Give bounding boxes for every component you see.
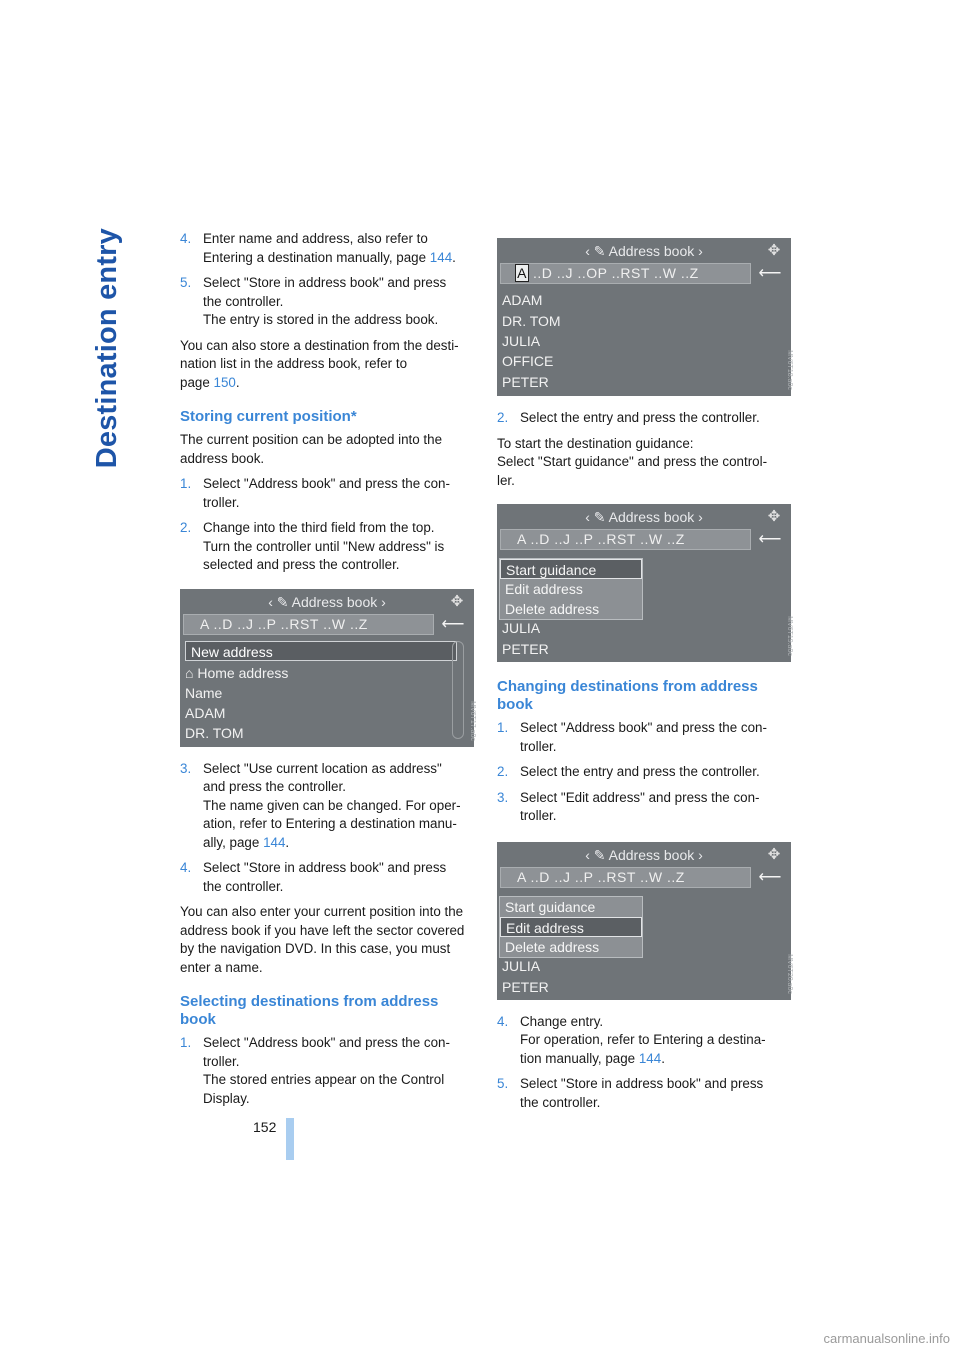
step-item xyxy=(497,763,791,782)
text-span: ally, page xyxy=(203,834,264,850)
list-item: ADAM xyxy=(185,704,226,721)
address-book-icon: ✎ xyxy=(593,243,606,259)
text-span: page xyxy=(180,374,214,390)
back-arrow-icon: ⟵ xyxy=(758,868,782,886)
text-line: troller. xyxy=(203,494,240,510)
display-title-text: Address book xyxy=(608,846,695,863)
list-item-selected: New address xyxy=(185,641,457,661)
text-line: The stored entries appear on the Control xyxy=(203,1072,445,1087)
text-line xyxy=(203,834,461,853)
page-link[interactable]: 144 xyxy=(429,249,453,265)
control-display-screenshot xyxy=(497,842,794,1000)
text-line: Change into the third field from the top. xyxy=(203,520,435,535)
text-line: Select "Edit address" and press the con- xyxy=(520,789,760,805)
list-item: JULIA xyxy=(502,957,541,974)
text-line: troller. xyxy=(520,738,557,754)
text-line: For operation, refer to Entering a destina- xyxy=(520,1032,766,1047)
list-item: JULIA xyxy=(502,333,541,349)
back-arrow-icon: ⟵ xyxy=(758,531,782,548)
control-display-screenshot xyxy=(180,589,477,747)
alphabet-bar xyxy=(500,263,751,284)
right-column xyxy=(497,238,794,1119)
alphabet-bar: A ..D ..J ..P ..RST ..W ..Z xyxy=(500,867,751,888)
text-line: Select "Use current location as address" xyxy=(203,760,442,776)
text-line: troller. xyxy=(520,808,557,823)
paragraph xyxy=(180,337,474,393)
step-text xyxy=(203,1034,450,1108)
text-line: The entry is stored in the address book. xyxy=(203,312,439,327)
step-number: 4. xyxy=(497,1013,509,1029)
step-text xyxy=(203,760,461,853)
list-item: PETER xyxy=(502,374,549,390)
menu-item-start-guidance: Start guidance xyxy=(500,559,642,579)
step-text xyxy=(203,859,446,896)
text-line: You can also enter your current position into the xyxy=(180,904,464,919)
text-line: the controller. xyxy=(203,878,284,894)
menu-item-edit-address: Edit address xyxy=(500,917,642,937)
text-line: ler. xyxy=(497,472,515,488)
text-line: and press the controller. xyxy=(203,779,346,794)
control-display-screenshot xyxy=(497,238,794,396)
alphabet-bar: A ..D ..J ..P ..RST ..W ..Z xyxy=(183,614,434,635)
text-line: Enter name and address, also refer to xyxy=(203,231,428,246)
navigation-arrows-icon: ✥ xyxy=(767,242,781,259)
page-link[interactable]: 144 xyxy=(638,1050,662,1066)
text-line xyxy=(203,249,456,268)
address-book-icon: ✎ xyxy=(276,593,289,610)
step-number: 5. xyxy=(497,1076,509,1091)
text-line: Display. xyxy=(203,1090,250,1106)
text-line: Select "Store in address book" and press xyxy=(203,860,447,875)
text-line: Select "Store in address book" and press xyxy=(520,1076,764,1091)
page-link[interactable]: 150 xyxy=(213,374,236,390)
control-display-screenshot xyxy=(497,504,794,662)
step-text xyxy=(203,230,456,267)
step-number: 1. xyxy=(180,476,192,491)
text-line: The name given can be changed. For oper- xyxy=(203,797,461,813)
list-item: DR. TOM xyxy=(502,313,561,329)
heading-line: Selecting destinations from address xyxy=(180,993,439,1010)
text-line: Turn the controller until "New address" is xyxy=(203,538,445,554)
navigation-arrows-icon: ✥ xyxy=(767,508,781,525)
text-line: selected and press the controller. xyxy=(203,557,400,572)
paragraph xyxy=(497,435,791,491)
text-line xyxy=(520,1050,766,1069)
menu-item-start-guidance: Start guidance xyxy=(505,898,596,915)
step-number: 4. xyxy=(180,860,192,875)
step-item xyxy=(180,475,474,512)
alphabet-bar: A ..D ..J ..P ..RST ..W ..Z xyxy=(500,529,751,550)
text-line xyxy=(180,374,474,393)
text-line: ation, refer to Entering a destination manu- xyxy=(203,816,457,831)
display-header xyxy=(497,847,791,863)
navigation-arrows-icon: ✥ xyxy=(767,845,781,863)
list-item: JULIA xyxy=(502,620,541,636)
text-line: address book. xyxy=(180,450,265,466)
text-line: address book if you have left the sector covered xyxy=(180,922,465,938)
display-header xyxy=(180,594,474,610)
scrollbar xyxy=(452,641,464,739)
display-title: ‹ ✎ Address book › xyxy=(585,846,703,863)
text-line: Select "Store in address book" and press xyxy=(203,275,447,290)
step-item xyxy=(497,409,791,428)
step-item xyxy=(180,519,474,575)
back-arrow-icon: ⟵ xyxy=(758,265,782,282)
text-line: You can also store a destination from the desti- xyxy=(180,337,459,353)
list-item: Name xyxy=(185,684,223,701)
text-line: by the navigation DVD. In this case, you must xyxy=(180,941,451,956)
step-text xyxy=(520,719,767,756)
step-text xyxy=(203,519,444,575)
text-line: Select "Address book" and press the con- xyxy=(203,476,450,491)
menu-item-delete-address: Delete address xyxy=(505,601,600,617)
text-line: The current position can be adopted into the xyxy=(180,432,443,447)
display-title: ‹ ✎ Address book › xyxy=(585,243,703,259)
display-title-text: Address book xyxy=(291,593,378,610)
address-book-icon: ✎ xyxy=(593,509,606,525)
paragraph xyxy=(180,903,474,977)
text-line: Select "Address book" and press the con- xyxy=(520,720,767,735)
text-line: Change entry. xyxy=(520,1013,604,1029)
step-text xyxy=(203,475,450,512)
step-number: 4. xyxy=(180,231,192,246)
text-span: . xyxy=(661,1050,665,1066)
display-header xyxy=(497,509,791,525)
list-item: OFFICE xyxy=(502,353,554,369)
text-line: troller. xyxy=(203,1053,240,1069)
text-span: . xyxy=(285,834,290,850)
step-number: 3. xyxy=(497,789,509,805)
section-heading: Storing current position* xyxy=(180,408,357,425)
step-item xyxy=(497,789,791,826)
step-number: 2. xyxy=(497,410,509,425)
page-number: 152 xyxy=(253,1119,277,1135)
section-heading xyxy=(497,678,791,714)
display-title-text: Address book xyxy=(608,243,695,259)
text-line: nation list in the address book, refer to xyxy=(180,356,408,371)
step-number: 5. xyxy=(180,275,192,290)
text-span: Entering a destination manually, page xyxy=(203,249,430,265)
image-code: MV6T19.a0c xyxy=(786,616,794,656)
context-menu xyxy=(499,896,643,958)
step-item xyxy=(180,760,474,853)
step-item xyxy=(180,230,474,267)
step-number: 1. xyxy=(180,1035,192,1050)
navigation-arrows-icon: ✥ xyxy=(450,592,464,610)
step-text xyxy=(520,789,760,826)
step-item xyxy=(180,274,474,330)
step-item xyxy=(497,1013,791,1069)
step-item xyxy=(180,1034,474,1108)
selected-letter: A xyxy=(515,264,529,282)
heading-line: Changing destinations from address xyxy=(497,678,758,695)
image-code: MV6T20.a0c xyxy=(786,953,794,994)
address-book-icon: ✎ xyxy=(593,846,606,863)
display-title-text: Address book xyxy=(608,509,695,525)
step-text: Select the entry and press the controller. xyxy=(520,410,760,425)
heading-line: book xyxy=(497,696,533,713)
text-line: Select "Address book" and press the con- xyxy=(203,1035,450,1050)
step-text xyxy=(520,1013,766,1069)
list-item: ADAM xyxy=(502,292,543,308)
page-link[interactable]: 144 xyxy=(263,834,286,850)
list-item: ⌂ Home address xyxy=(185,664,289,681)
display-header xyxy=(497,243,791,259)
watermark: carmanualsonline.info xyxy=(823,1331,950,1346)
step-number: 3. xyxy=(180,760,192,776)
section-side-title: Destination entry xyxy=(91,228,123,469)
step-text xyxy=(520,1075,763,1112)
display-title: ‹ ✎ Address book › xyxy=(268,593,386,610)
text-line: the controller. xyxy=(203,293,284,309)
page-marker-bar xyxy=(286,1118,294,1160)
menu-item-edit-address: Edit address xyxy=(505,581,583,597)
menu-item-delete-address: Delete address xyxy=(505,938,600,955)
display-title: ‹ ✎ Address book › xyxy=(585,509,703,525)
text-line: enter a name. xyxy=(180,959,263,975)
step-item xyxy=(497,719,791,756)
step-text xyxy=(203,274,446,330)
step-number: 2. xyxy=(497,764,509,779)
step-text: Select the entry and press the controller. xyxy=(520,764,760,779)
step-item xyxy=(180,859,474,896)
text-span: tion manually, page xyxy=(520,1050,639,1066)
step-number: 1. xyxy=(497,720,509,735)
text-span: . xyxy=(452,249,456,265)
text-line: To start the destination guidance: xyxy=(497,435,694,451)
text-line: Select "Start guidance" and press the control- xyxy=(497,454,768,469)
text-line: the controller. xyxy=(520,1094,601,1110)
list-item: PETER xyxy=(502,641,549,657)
alphabet-text: ..D ..J ..OP ..RST ..W ..Z xyxy=(533,265,699,281)
step-number: 2. xyxy=(180,520,192,535)
image-code: MV6T18.a0c xyxy=(786,350,794,390)
section-heading xyxy=(180,993,474,1029)
image-code: MV6T17.a0c xyxy=(469,700,477,741)
text-span: . xyxy=(235,374,240,390)
step-item xyxy=(497,1075,791,1112)
list-item: PETER xyxy=(502,978,549,995)
heading-line: book xyxy=(180,1011,216,1028)
context-menu xyxy=(499,558,643,620)
left-column xyxy=(180,230,477,1115)
paragraph xyxy=(180,431,474,468)
back-arrow-icon: ⟵ xyxy=(441,615,465,633)
list-item: DR. TOM xyxy=(185,724,244,741)
